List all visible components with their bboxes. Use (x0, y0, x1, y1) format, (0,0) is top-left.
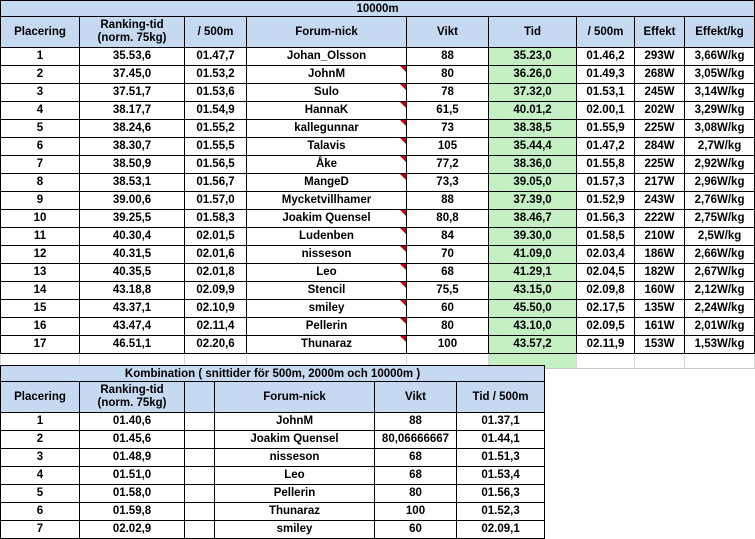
table-row (1, 84, 755, 102)
column-header: Placering (1, 17, 80, 48)
table-row (1, 485, 545, 503)
effekt-kg-cell: 2,5W/kg (685, 228, 755, 246)
ranking-tid-cell: 38.24,6 (80, 120, 185, 138)
tid-cell: 37.32,0 (489, 84, 577, 102)
nick-cell: Mycketvillhamer (247, 192, 407, 210)
column-header (185, 382, 215, 413)
pace-cell: 01.55,2 (185, 120, 247, 138)
ranking-tid-cell: 01.58,0 (80, 485, 185, 503)
nick-cell: Johan_Olsson (247, 48, 407, 66)
table-row (1, 431, 545, 449)
placering-cell: 1 (1, 48, 80, 66)
column-header: Ranking-tid (norm. 75kg) (80, 382, 185, 413)
table-row (1, 246, 755, 264)
effekt-kg-cell: 2,75W/kg (685, 210, 755, 228)
vikt-cell: 61,5 (407, 102, 489, 120)
nick-cell: Stencil (247, 282, 407, 300)
column-header: Vikt (407, 17, 489, 48)
vikt-cell: 80,06666667 (375, 431, 457, 449)
nick-cell: smiley (215, 521, 375, 539)
tid-pace-cell: 01.51,3 (457, 449, 545, 467)
tid-pace-cell: 01.56,3 (577, 210, 635, 228)
placering-cell: 5 (1, 485, 80, 503)
tid-pace-cell: 02.03,4 (577, 246, 635, 264)
effekt-kg-cell: 2,01W/kg (685, 318, 755, 336)
nick-cell: JohnM (247, 66, 407, 84)
table-row (1, 210, 755, 228)
blank-cell (185, 503, 215, 521)
ranking-tid-cell: 38.53,1 (80, 174, 185, 192)
empty-cell (635, 354, 685, 369)
nick-cell: Sulo (247, 84, 407, 102)
placering-cell: 14 (1, 282, 80, 300)
tid-cell: 45.50,0 (489, 300, 577, 318)
tid-pace-cell: 02.00,1 (577, 102, 635, 120)
placering-cell: 12 (1, 246, 80, 264)
nick-cell: Leo (247, 264, 407, 282)
ranking-tid-cell: 37.45,0 (80, 66, 185, 84)
nick-cell: Thunaraz (215, 503, 375, 521)
vikt-cell: 100 (375, 503, 457, 521)
table-row (1, 120, 755, 138)
vikt-cell: 80 (407, 318, 489, 336)
tid-cell: 40.01,2 (489, 102, 577, 120)
effekt-cell: 135W (635, 300, 685, 318)
pace-cell: 01.47,7 (185, 48, 247, 66)
effekt-cell: 161W (635, 318, 685, 336)
column-header: Effekt (635, 17, 685, 48)
tid-cell: 36.26,0 (489, 66, 577, 84)
nick-cell: kallegunnar (247, 120, 407, 138)
tid-pace-cell: 01.57,3 (577, 174, 635, 192)
effekt-cell: 182W (635, 264, 685, 282)
ranking-tid-cell: 01.45,6 (80, 431, 185, 449)
tid-pace-cell: 02.17,5 (577, 300, 635, 318)
placering-cell: 1 (1, 413, 80, 431)
tid-cell: 35.23,0 (489, 48, 577, 66)
placering-cell: 15 (1, 300, 80, 318)
table-row (1, 503, 545, 521)
pace-cell: 02.01,6 (185, 246, 247, 264)
effekt-kg-cell: 2,24W/kg (685, 300, 755, 318)
tid-pace-cell: 01.53,1 (577, 84, 635, 102)
effekt-kg-cell: 3,66W/kg (685, 48, 755, 66)
nick-cell: Joakim Quensel (247, 210, 407, 228)
effekt-cell: 202W (635, 102, 685, 120)
effekt-kg-cell: 2,12W/kg (685, 282, 755, 300)
kombination-table (0, 365, 545, 539)
nick-cell: MangeD (247, 174, 407, 192)
table-row (1, 467, 545, 485)
tid-pace-cell: 01.46,2 (577, 48, 635, 66)
blank-cell (185, 467, 215, 485)
pace-cell: 01.56,5 (185, 156, 247, 174)
table-row (1, 102, 755, 120)
effekt-cell: 284W (635, 138, 685, 156)
ranking-tid-cell: 40.35,5 (80, 264, 185, 282)
tid-pace-cell: 02.11,9 (577, 336, 635, 354)
table-title-row (1, 366, 545, 382)
table-row (1, 48, 755, 66)
tid-cell: 39.30,0 (489, 228, 577, 246)
effekt-cell: 243W (635, 192, 685, 210)
placering-cell: 9 (1, 192, 80, 210)
table-row (1, 228, 755, 246)
effekt-kg-cell: 2,7W/kg (685, 138, 755, 156)
pace-cell: 02.01,5 (185, 228, 247, 246)
placering-cell: 3 (1, 84, 80, 102)
placering-cell: 6 (1, 503, 80, 521)
tid-pace-cell: 01.55,8 (577, 156, 635, 174)
column-header: Forum-nick (215, 382, 375, 413)
vikt-cell: 84 (407, 228, 489, 246)
tid-pace-cell: 02.04,5 (577, 264, 635, 282)
pace-cell: 01.56,7 (185, 174, 247, 192)
placering-cell: 10 (1, 210, 80, 228)
tid-pace-cell: 01.52,9 (577, 192, 635, 210)
tid-cell: 43.57,2 (489, 336, 577, 354)
ranking-tid-cell: 40.30,4 (80, 228, 185, 246)
table-row (1, 174, 755, 192)
ranking-tid-cell: 38.30,7 (80, 138, 185, 156)
tid-pace-cell: 01.44,1 (457, 431, 545, 449)
tid-cell: 35.44,4 (489, 138, 577, 156)
table-row (1, 336, 755, 354)
nick-cell: nisseson (215, 449, 375, 467)
pace-cell: 02.01,8 (185, 264, 247, 282)
ranking-tid-cell: 39.00,6 (80, 192, 185, 210)
vikt-cell: 88 (375, 413, 457, 431)
ranking-tid-cell: 40.31,5 (80, 246, 185, 264)
effekt-kg-cell: 3,14W/kg (685, 84, 755, 102)
placering-cell: 17 (1, 336, 80, 354)
pace-cell: 01.54,9 (185, 102, 247, 120)
tid-cell: 41.09,0 (489, 246, 577, 264)
vikt-cell: 77,2 (407, 156, 489, 174)
effekt-kg-cell: 2,92W/kg (685, 156, 755, 174)
placering-cell: 16 (1, 318, 80, 336)
placering-cell: 13 (1, 264, 80, 282)
placering-cell: 2 (1, 66, 80, 84)
vikt-cell: 73 (407, 120, 489, 138)
column-header: Placering (1, 382, 80, 413)
tid-pace-cell: 01.47,2 (577, 138, 635, 156)
tid-pace-cell: 01.55,9 (577, 120, 635, 138)
effekt-kg-cell: 2,67W/kg (685, 264, 755, 282)
blank-cell (185, 449, 215, 467)
effekt-cell: 186W (635, 246, 685, 264)
column-header: / 500m (577, 17, 635, 48)
vikt-cell: 105 (407, 138, 489, 156)
tid-pace-cell: 02.09,5 (577, 318, 635, 336)
nick-cell: Ludenben (247, 228, 407, 246)
table-title: 10000m (1, 1, 755, 17)
pace-cell: 01.58,3 (185, 210, 247, 228)
effekt-cell: 225W (635, 156, 685, 174)
effekt-kg-cell: 3,08W/kg (685, 120, 755, 138)
ranking-tid-cell: 39.25,5 (80, 210, 185, 228)
empty-cell (685, 354, 755, 369)
placering-cell: 4 (1, 467, 80, 485)
vikt-cell: 68 (375, 449, 457, 467)
placering-cell: 7 (1, 156, 80, 174)
ranking-tid-cell: 37.51,7 (80, 84, 185, 102)
ranking-tid-cell: 43.18,8 (80, 282, 185, 300)
ranking-tid-cell: 02.02,9 (80, 521, 185, 539)
blank-cell (185, 521, 215, 539)
column-header: Tid / 500m (457, 382, 545, 413)
table-row (1, 449, 545, 467)
pace-cell: 01.53,2 (185, 66, 247, 84)
empty-cell (577, 354, 635, 369)
column-header: / 500m (185, 17, 247, 48)
table-row (1, 318, 755, 336)
effekt-kg-cell: 1,53W/kg (685, 336, 755, 354)
vikt-cell: 100 (407, 336, 489, 354)
tid-cell: 37.39,0 (489, 192, 577, 210)
ranking-tid-cell: 01.51,0 (80, 467, 185, 485)
tid-cell: 41.29,1 (489, 264, 577, 282)
effekt-cell: 160W (635, 282, 685, 300)
nick-cell: smiley (247, 300, 407, 318)
tid-pace-cell: 01.52,3 (457, 503, 545, 521)
table-row (1, 138, 755, 156)
ranking-tid-cell: 01.59,8 (80, 503, 185, 521)
effekt-cell: 153W (635, 336, 685, 354)
placering-cell: 2 (1, 431, 80, 449)
nick-cell: Talavis (247, 138, 407, 156)
placering-cell: 8 (1, 174, 80, 192)
vikt-cell: 73,3 (407, 174, 489, 192)
tid-cell: 39.05,0 (489, 174, 577, 192)
ranking-tid-cell: 35.53,6 (80, 48, 185, 66)
vikt-cell: 60 (407, 300, 489, 318)
table-row (1, 282, 755, 300)
ranking-tid-cell: 38.17,7 (80, 102, 185, 120)
effekt-cell: 245W (635, 84, 685, 102)
tid-cell: 43.10,0 (489, 318, 577, 336)
pace-cell: 01.55,5 (185, 138, 247, 156)
table-row (1, 413, 545, 431)
effekt-kg-cell: 2,66W/kg (685, 246, 755, 264)
effekt-kg-cell: 2,96W/kg (685, 174, 755, 192)
effekt-kg-cell: 3,05W/kg (685, 66, 755, 84)
vikt-cell: 80,8 (407, 210, 489, 228)
placering-cell: 6 (1, 138, 80, 156)
nick-cell: Åke (247, 156, 407, 174)
tid-pace-cell: 01.56,3 (457, 485, 545, 503)
vikt-cell: 80 (407, 66, 489, 84)
ranking-tid-cell: 43.47,4 (80, 318, 185, 336)
tid-pace-cell: 02.09,1 (457, 521, 545, 539)
blank-cell (185, 431, 215, 449)
pace-cell: 02.10,9 (185, 300, 247, 318)
effekt-cell: 225W (635, 120, 685, 138)
pace-cell: 02.11,4 (185, 318, 247, 336)
placering-cell: 11 (1, 228, 80, 246)
table-title-row (1, 1, 755, 17)
ranking-tid-cell: 01.48,9 (80, 449, 185, 467)
tid-cell: 38.36,0 (489, 156, 577, 174)
table-row (1, 192, 755, 210)
effekt-cell: 210W (635, 228, 685, 246)
nick-cell: Leo (215, 467, 375, 485)
placering-cell: 5 (1, 120, 80, 138)
vikt-cell: 70 (407, 246, 489, 264)
table-row (1, 66, 755, 84)
table-row (1, 264, 755, 282)
vikt-cell: 88 (407, 192, 489, 210)
ranking-tid-cell: 01.40,6 (80, 413, 185, 431)
effekt-cell: 217W (635, 174, 685, 192)
tid-pace-cell: 02.09,8 (577, 282, 635, 300)
column-header: Forum-nick (247, 17, 407, 48)
tid-pace-cell: 01.53,4 (457, 467, 545, 485)
column-header: Ranking-tid (norm. 75kg) (80, 17, 185, 48)
tid-cell: 38.46,7 (489, 210, 577, 228)
effekt-cell: 268W (635, 66, 685, 84)
pace-cell: 01.53,6 (185, 84, 247, 102)
tid-pace-cell: 01.37,1 (457, 413, 545, 431)
vikt-cell: 80 (375, 485, 457, 503)
nick-cell: HannaK (247, 102, 407, 120)
pace-cell: 02.20,6 (185, 336, 247, 354)
nick-cell: nisseson (247, 246, 407, 264)
effekt-cell: 222W (635, 210, 685, 228)
blank-cell (185, 485, 215, 503)
table-title: Kombination ( snittider för 500m, 2000m och 10000m ) (1, 366, 545, 382)
pace-cell: 02.09,9 (185, 282, 247, 300)
nick-cell: Thunaraz (247, 336, 407, 354)
nick-cell: Pellerin (247, 318, 407, 336)
effekt-kg-cell: 3,29W/kg (685, 102, 755, 120)
placering-cell: 3 (1, 449, 80, 467)
tid-cell: 38.38,5 (489, 120, 577, 138)
vikt-cell: 78 (407, 84, 489, 102)
blank-cell (185, 413, 215, 431)
table-row (1, 521, 545, 539)
vikt-cell: 60 (375, 521, 457, 539)
vikt-cell: 68 (407, 264, 489, 282)
column-header: Vikt (375, 382, 457, 413)
nick-cell: JohnM (215, 413, 375, 431)
pace-cell: 01.57,0 (185, 192, 247, 210)
vikt-cell: 75,5 (407, 282, 489, 300)
nick-cell: Pellerin (215, 485, 375, 503)
placering-cell: 4 (1, 102, 80, 120)
placering-cell: 7 (1, 521, 80, 539)
header-row (1, 382, 545, 413)
tid-pace-cell: 01.58,5 (577, 228, 635, 246)
ranking-tid-cell: 46.51,1 (80, 336, 185, 354)
ranking-tid-cell: 38.50,9 (80, 156, 185, 174)
column-header: Effekt/kg (685, 17, 755, 48)
table-row (1, 156, 755, 174)
header-row (1, 17, 755, 48)
column-header: Tid (489, 17, 577, 48)
effekt-cell: 293W (635, 48, 685, 66)
table-row (1, 300, 755, 318)
effekt-kg-cell: 2,76W/kg (685, 192, 755, 210)
nick-cell: Joakim Quensel (215, 431, 375, 449)
ranking-tid-cell: 43.37,1 (80, 300, 185, 318)
tid-cell: 43.15,0 (489, 282, 577, 300)
tid-pace-cell: 01.49,3 (577, 66, 635, 84)
vikt-cell: 88 (407, 48, 489, 66)
vikt-cell: 68 (375, 467, 457, 485)
